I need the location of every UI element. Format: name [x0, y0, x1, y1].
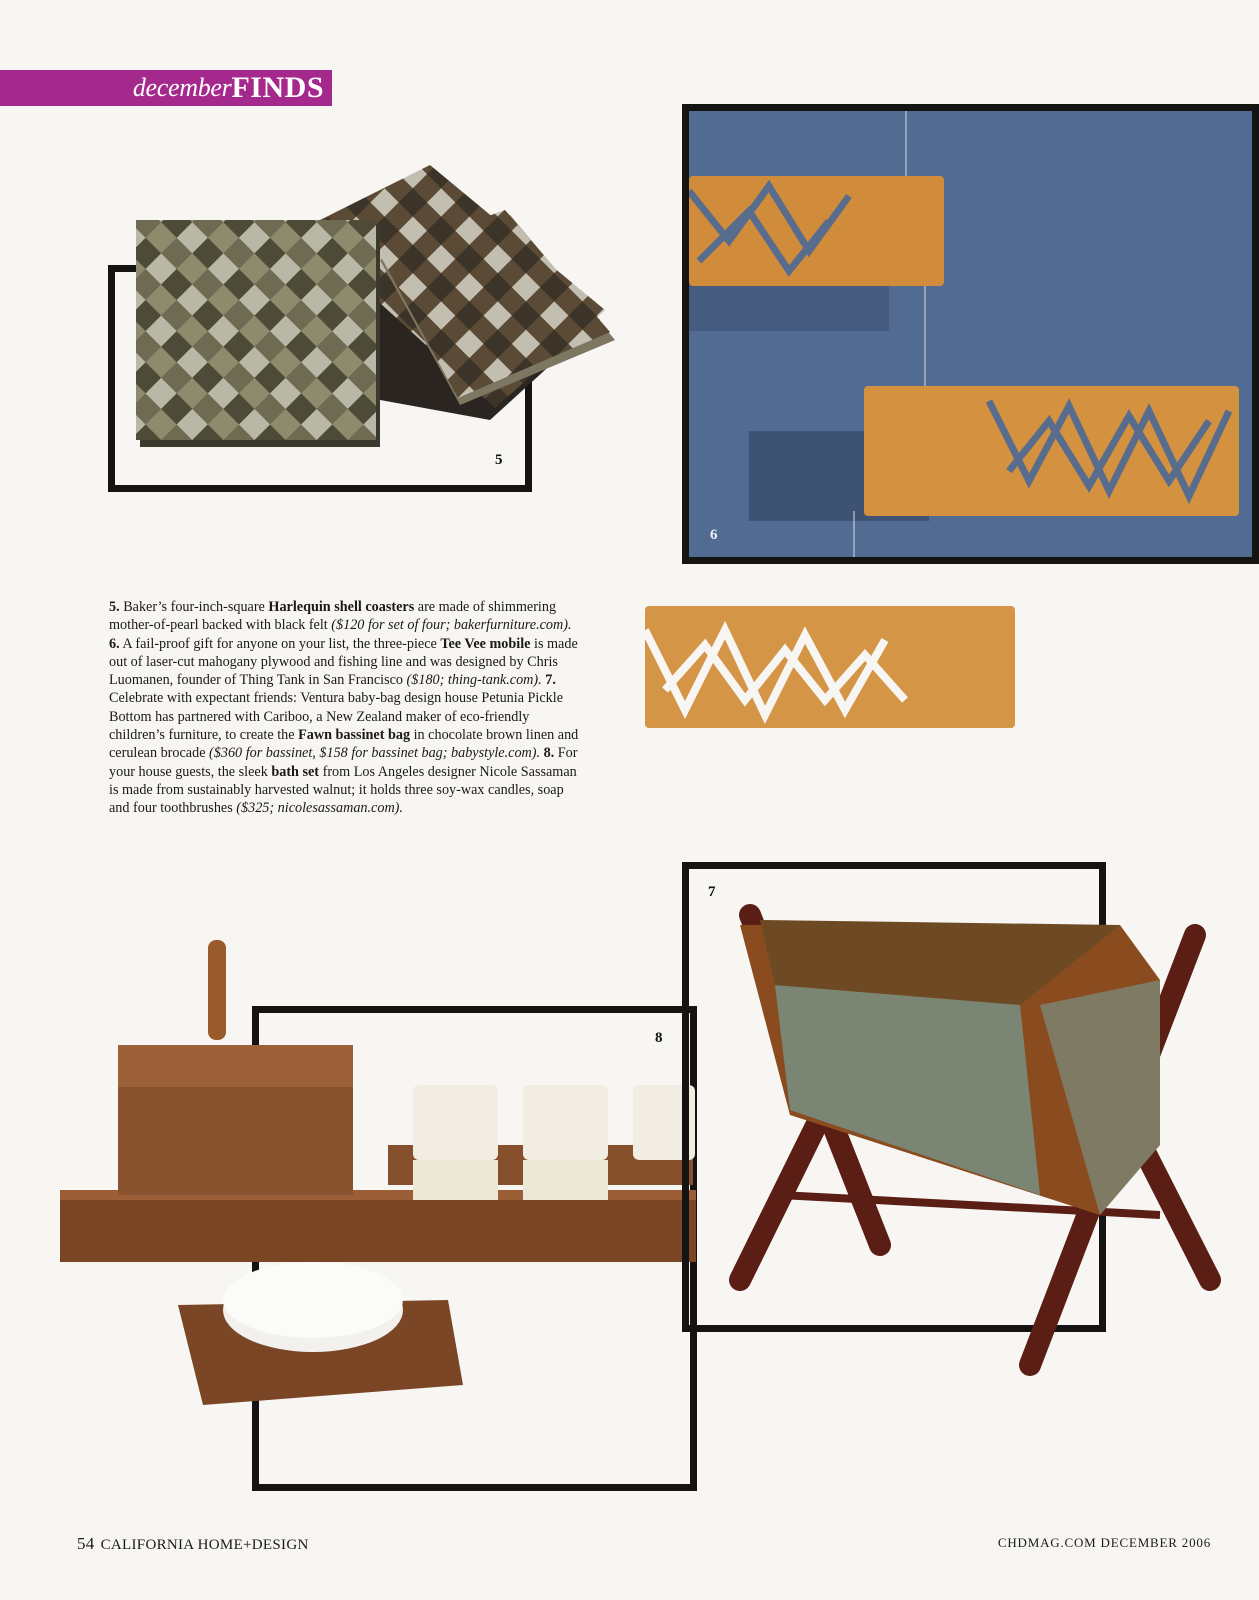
- photo-8-number: 8: [655, 1030, 663, 1046]
- item-6-number: 6.: [109, 635, 120, 652]
- item-7-number: 7.: [541, 672, 556, 689]
- photo-6-mobile-bottom-piece: [635, 600, 1020, 735]
- photo-8-bath-set-image: [58, 935, 698, 1485]
- item-5-price: ($120 for set of four; bakerfurniture.com).: [331, 617, 572, 634]
- item-8-product: bath set: [271, 763, 320, 780]
- item-8-text-a: For your house guests, the sleek: [109, 745, 578, 780]
- header-word-light: december: [132, 73, 232, 102]
- magazine-name: CALIFORNIA HOME+DESIGN: [100, 1537, 309, 1553]
- item-5-text-b: are made of shimmering mother-of-pearl backed with black felt: [109, 599, 557, 634]
- item-7-text-a: Celebrate with expectant friends: Ventura baby-bag design house Petunia Pickle Bottom has partnered with Cariboo, a New Zealand maker of eco-friendly children’s furniture, to create the: [109, 690, 563, 744]
- photo-6-mobile-image: [689, 111, 1252, 557]
- item-8-text-b: from Los Angeles designer Nicole Sassaman is made from sustainably harvested walnut; it holds three soy-wax candles, soap and four toothbrushes: [109, 763, 577, 817]
- item-6-product: Tee Vee mobile: [440, 635, 531, 652]
- item-6-price: ($180; thing-tank.com).: [406, 672, 542, 689]
- section-header: [0, 70, 332, 106]
- photo-7-bassinet-image: [720, 895, 1240, 1380]
- item-5-text-a: Baker’s four-inch-square: [119, 599, 269, 615]
- header-word-bold: FINDS: [231, 71, 324, 104]
- photo-7-number: 7: [708, 884, 716, 900]
- photo-5-coasters-image: [130, 160, 640, 460]
- item-5-product: Harlequin shell coasters: [268, 599, 415, 615]
- page-number: 54: [77, 1534, 95, 1553]
- item-8-price: ($325; nicolesassaman.com).: [236, 800, 403, 817]
- item-5-number: 5.: [109, 599, 120, 615]
- item-7-product: Fawn bassinet bag: [298, 727, 411, 744]
- caption-body: [109, 598, 579, 818]
- item-7-text-b: in chocolate brown linen and cerulean brocade: [109, 727, 579, 762]
- photo-6-number: 6: [710, 527, 718, 543]
- photo-5-number: 5: [495, 452, 503, 468]
- item-7-price: ($360 for bassinet, $158 for bassinet bag; babystyle.com).: [209, 745, 541, 762]
- footer-right: CHDMAG.COM DECEMBER 2006: [997, 1535, 1211, 1550]
- item-6-text-a: A fail-proof gift for anyone on your list, the three-piece: [119, 635, 441, 652]
- footer-left: [77, 1534, 309, 1554]
- item-8-number: 8.: [540, 745, 555, 762]
- item-6-text-b: is made out of laser-cut mahogany plywood and fishing line and was designed by Chris Luomanen, founder of Thing Tank in San Francisco: [109, 635, 578, 689]
